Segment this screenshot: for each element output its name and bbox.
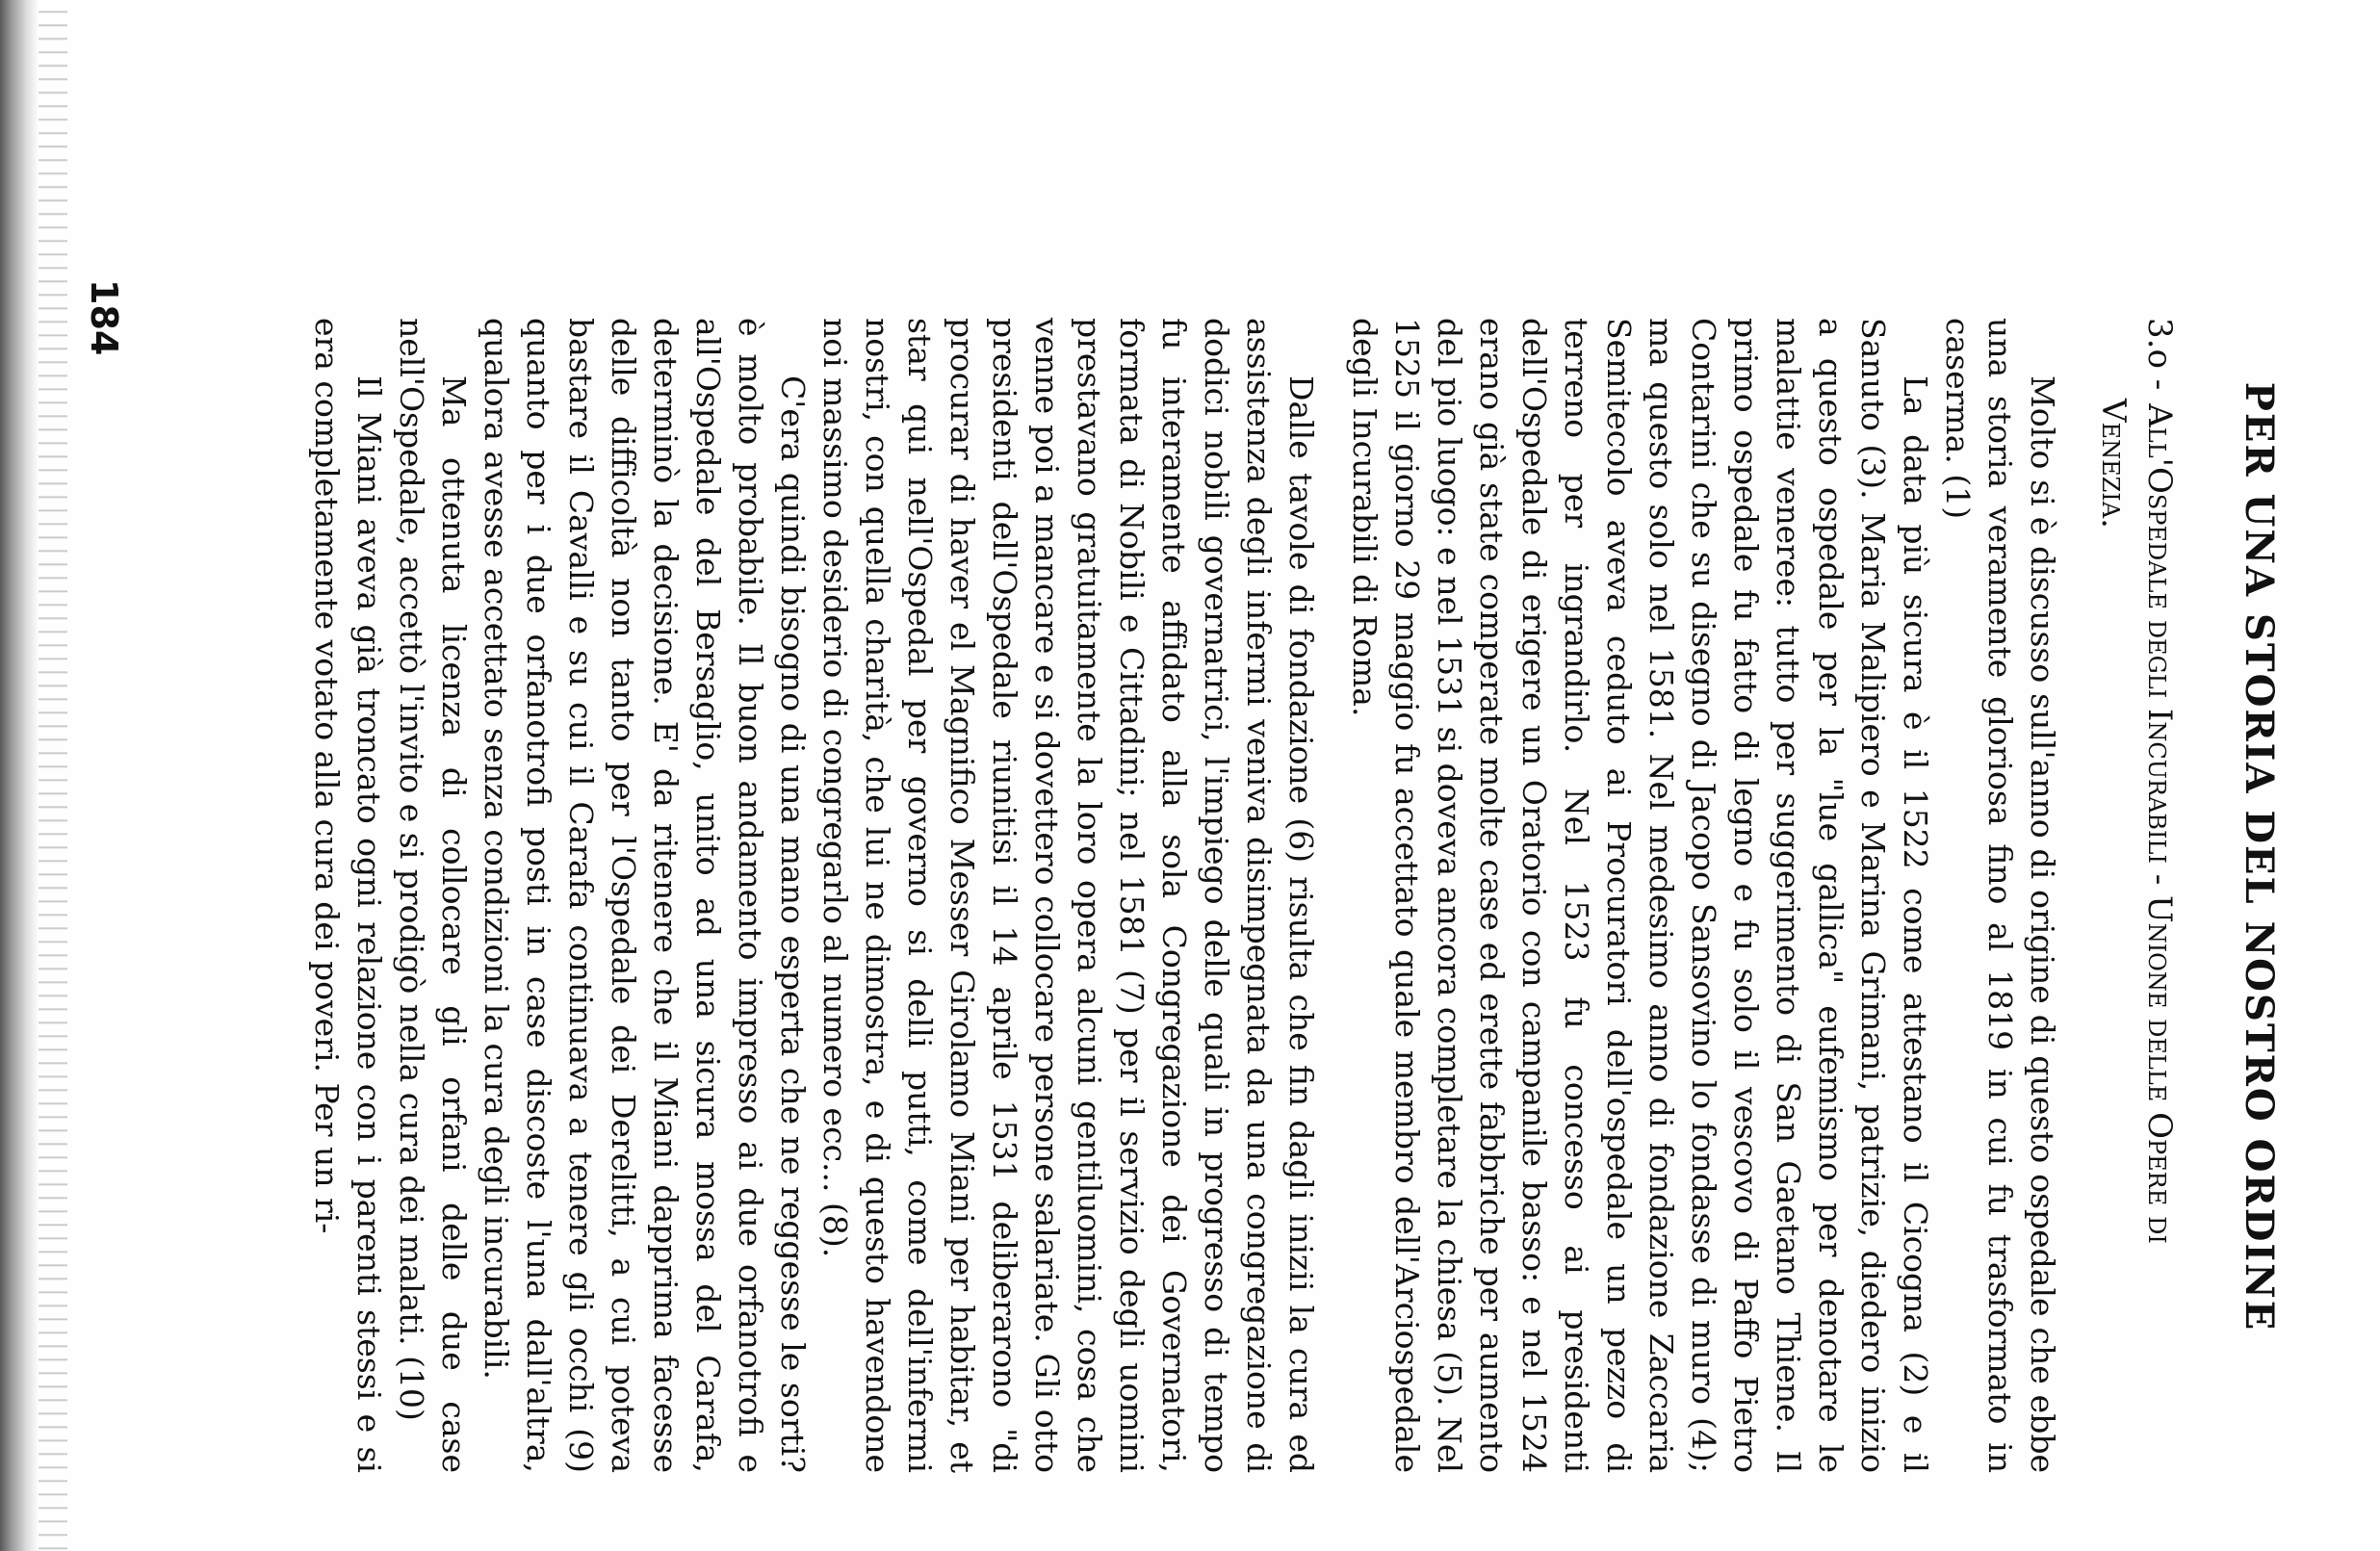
paragraph: La data più sicura è il 1522 come attestano il Cicogna (2) e il Sanuto (3). Maria Malipiero e Marina Grimani, patrizie, diedero inizio a questo ospedale per la "lue gallica" eufemismo per denotare le malattie veneree: tutto per suggerimento di San Gaetano Thiene. Il primo ospedale fu fatto di legno e fu solo il vescovo di Paffo Pietro Contarini che su disegno di Jacopo Sansovino lo fondasse di muro (4); ma questo solo nel 1581. Nel medesimo anno di fondazione Zaccaria Semitecolo aveva ceduto ai Procuratori dell'ospedale un pezzo di terreno per ingrandirlo. Nel 1523 fu concesso ai presidenti dell'Ospedale di erigere un Oratorio con campanile basso: e nel 1524 erano già state comperate molte case ed erette fabbriche per aumento del pio luogo: e nel 1531 si doveva ancora completare la chiesa (5). Nel 1525 il giorno 29 maggio fu accettato quale membro dell'Arciospedale degli Incurabili di Roma. [1346,318,1934,1473]
running-head: PER UNA STORIA DEL NOSTRO ORDINE [2237,381,2282,1332]
section-number: 3.o - [2140,318,2179,391]
scanner-edge-shadow [0,0,39,1551]
body-text [305,318,2063,1473]
page-number: 184 [83,279,125,356]
paragraph: Ma ottenuta licenza di collocare gli orfani delle due case nell'Ospedale, accettò l'invito e si prodigò nella cura dei malati. (10) [393,318,473,1473]
section-title-text: All'Ospedale degli Incurabili - Unione delle Opere di [2140,403,2179,1244]
section-title-continuation: Venezia. [2094,399,2133,529]
paragraph: C'era quindi bisogno di una mano esperta che ne reggesse le sorti? è molto probabile. Il buon andamento impresso ai due orfanotrofi e all'Ospedale del Bersaglio, unito ad una sicura mossa del Carafa, determinò la decisione. E' da ritenere che il Miani dapprima facesse delle difficoltà non tanto per l'Ospedale dei Derelitti, a cui poteva bastare il Cavalli e su cui il Carafa continuava a tenere gli occhi (9) quanto per i due orfanotrofi posti in case discoste l'una dall'altra, qualora avesse accettato senza condizioni la cura degli incurabili. [478,318,812,1473]
rotated-page-content [67,279,2368,1551]
scanner-edge-noise [39,0,67,1551]
paragraph: Il Miani aveva già troncato ogni relazione con i parenti stessi e si era completamente votato alla cura dei poveri. Per un ri- [308,318,388,1473]
section-title [2090,318,2183,1454]
paragraph: Molto si è discusso sull'anno di origine di questo ospedale che ebbe una storia veramente gloriosa fino al 1819 in cui fu trasformato in caserma. (1) [1939,318,2061,1473]
paragraph: Dalle tavole di fondazione (6) risulta che fin dagli inizii la cura ed assistenza degli infermi veniva disimpegnata da una congregazione di dodici nobili governatrici, l'impiego delle quali in progresso di tempo fu interamente affidato alla sola Congregazione dei Governatori, formata di Nobili e Cittadini; nel 1581 (7) per il servizio degli uomini prestavano gratuitamente la loro opera alcuni gentiluomini, cosa che venne poi a mancare e si dovettero collocare persone salariate. Gli otto presidenti dell'Ospedale riunitisi il 14 aprile 1531 deliberarono "di procurar di haver el Magnifico Messer Girolamo Miani per habitar, et star qui nell'Ospedal per governo si delli putti, come dell'infermi nostri, con quella charità, che lui ne dimostra, e di questo havendone noi massimo desiderio di congregarlo al numero ecc... (8). [816,318,1320,1473]
